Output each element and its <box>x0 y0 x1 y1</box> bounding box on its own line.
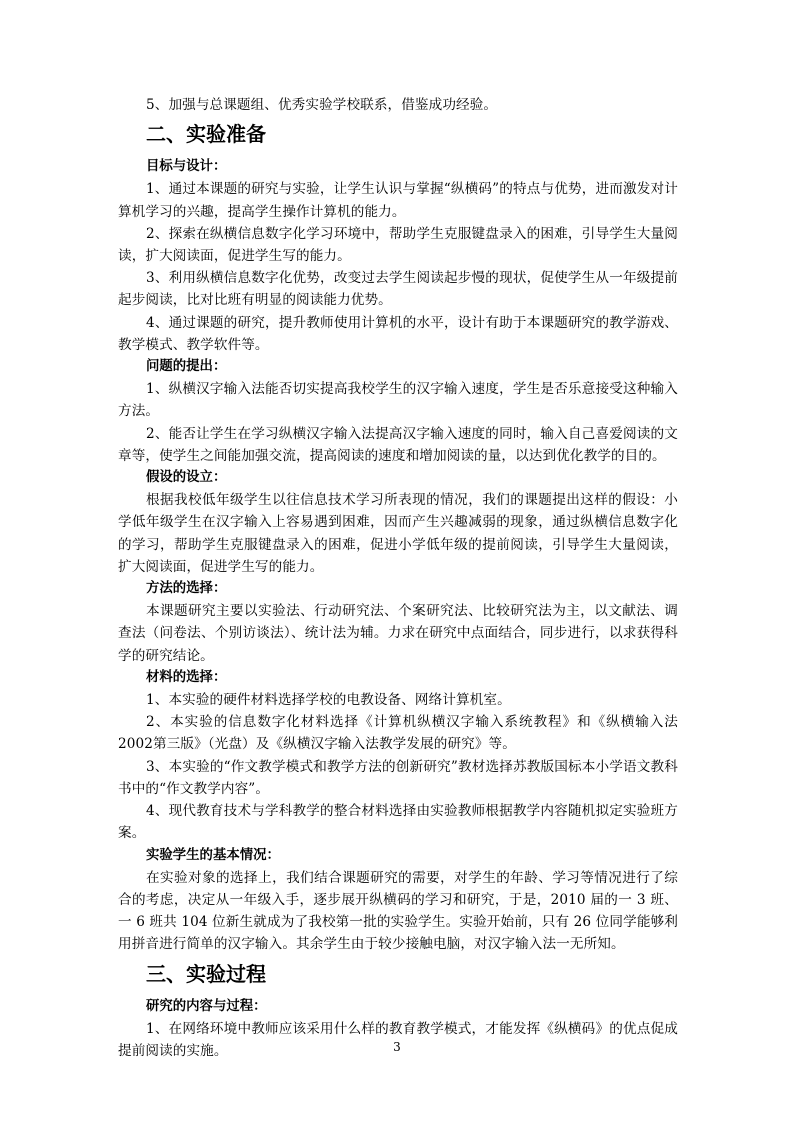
materials-item-3: 3、本实验的“作文教学模式和教学方法的创新研究”教材选择苏教版国标本小学语文教科书中的“作文教学内容”。 <box>118 758 678 797</box>
students-text: 在实验对象的选择上，我们结合课题研究的需要，对学生的年龄、学习等情况进行了综合的考虑，决定从一年级入手，逐步展开纵横码的学习和研究，于是，2010 届的一 3 班、一 6 班共 104 位新生就成为了我校第一批的实验学生。实验开始前，只有 26 位同学能够利用拼音进行简单的汉字输入。其余学生由于较少接触电脑，对汉字输入法一无所知。 <box>118 869 678 953</box>
hypothesis-text: 根据我校低年级学生以往信息技术学习所表现的情况，我们的课题提出这样的假设：小学低年级学生在汉字输入上容易遇到困难，因而产生兴趣减弱的现象，通过纵横信息数字化的学习，帮助学生克服键盘录入的困难，促进小学低年级的提前阅读，引导学生大量阅读，扩大阅读面，促进学生写的能力。 <box>118 492 678 575</box>
goals-heading: 目标与设计： <box>146 159 227 175</box>
hypothesis-heading: 假设的设立： <box>146 470 227 486</box>
problems-item-1: 1、纵横汉字输入法能否切实提高我校学生的汉字输入速度，学生是否乐意接受这种输入方法。 <box>118 381 678 420</box>
materials-item-1: 1、本实验的硬件材料选择学校的电教设备、网络计算机室。 <box>146 692 511 709</box>
section-3-title: 三、实验过程 <box>146 961 266 986</box>
process-heading: 研究的内容与过程： <box>146 998 267 1014</box>
students-heading: 实验学生的基本情况： <box>146 847 280 863</box>
problems-heading: 问题的提出： <box>146 359 227 375</box>
materials-item-4: 4、现代教育技术与学科教学的整合材料选择由实验教师根据教学内容随机拟定实验班方案。 <box>118 803 678 842</box>
goals-item-1: 1、通过本课题的研究与实验，让学生认识与掌握“纵横码”的特点与优势，进而激发对计算机学习的兴趣，提高学生操作计算机的能力。 <box>118 181 678 220</box>
document-body <box>118 94 678 1062</box>
goals-item-2: 2、探索在纵横信息数字化学习环境中，帮助学生克服键盘录入的困难，引导学生大量阅读，扩大阅读面，促进学生写的能力。 <box>118 225 678 265</box>
page-number: 3 <box>393 1040 401 1054</box>
problems-item-2: 2、能否让学生在学习纵横汉字输入法提高汉字输入速度的同时，输入自己喜爱阅读的文章等，使学生之间能加强交流，提高阅读的速度和增加阅读的量，以达到优化教学的目的。 <box>118 425 678 464</box>
intro-item-5: 5、加强与总课题组、优秀实验学校联系，借鉴成功经验。 <box>146 97 498 113</box>
goals-item-3: 3、利用纵横信息数字化优势，改变过去学生阅读起步慢的现状，促使学生从一年级提前起步阅读，比对比班有明显的阅读能力优势。 <box>118 270 678 309</box>
goals-item-4: 4、通过课题的研究，提升教师使用计算机的水平，设计有助于本课题研究的教学游戏、教学模式、教学软件等。 <box>118 314 678 353</box>
methods-text: 本课题研究主要以实验法、行动研究法、个案研究法、比较研究法为主，以文献法、调查法（问卷法、个别访谈法）、统计法为辅。力求在研究中点面结合，同步进行，以求获得科学的研究结论。 <box>118 603 678 664</box>
process-item-1: 1、在网络环境中教师应该采用什么样的教育教学模式，才能发挥《纵横码》的优点促成提前阅读的实施。 <box>118 1020 678 1059</box>
materials-item-2: 2、本实验的信息数字化材料选择《计算机纵横汉字输入系统教程》和《纵横输入法 2002第三版》（光盘）及《纵横汉字输入法教学发展的研究》等。 <box>118 714 678 753</box>
materials-heading: 材料的选择： <box>146 669 227 685</box>
methods-heading: 方法的选择： <box>146 581 227 597</box>
section-2-title: 二、实验准备 <box>146 122 266 147</box>
